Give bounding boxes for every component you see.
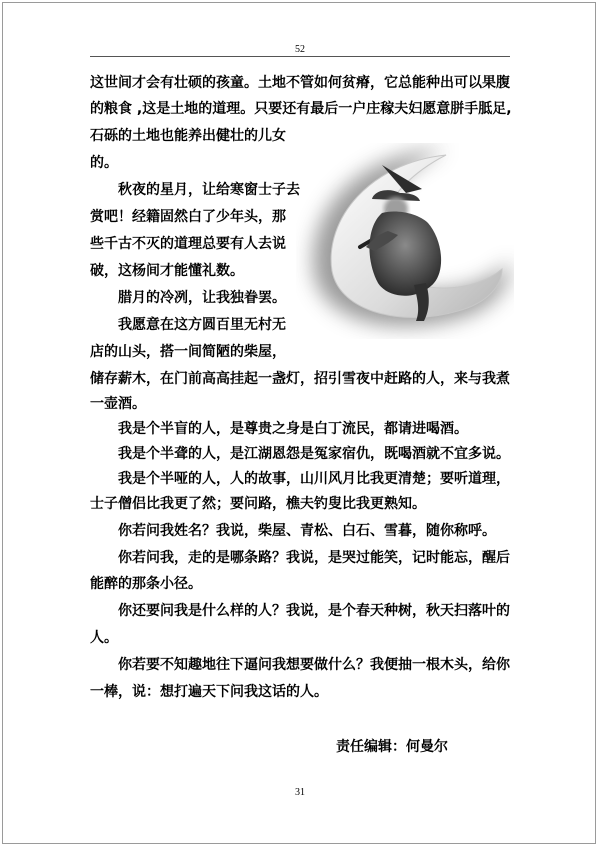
text-line-7: 些千古不灭的道理总要有人去说 (90, 236, 286, 252)
text-line-22: 人。 (90, 630, 118, 646)
header-page-number: 52 (295, 44, 305, 55)
text-line-5: 秋夜的星月，让给寒窗士子去 (118, 182, 300, 198)
text-line-19: 你若问我，走的是哪条路？我说，是哭过能笑，记时能忘，醒后 (118, 550, 510, 566)
text-line-4: 的。 (90, 155, 118, 171)
crescent-moon-wizard-illustration (296, 143, 514, 339)
text-line-2: 的粮食 ,这是土地的道理。只要还有最后一户庄稼夫妇愿意胼手胝足, (90, 101, 512, 117)
text-line-13: 一壶酒。 (90, 396, 146, 412)
text-line-3: 石砾的土地也能养出健壮的儿女 (90, 128, 286, 144)
header-rule (90, 56, 510, 57)
text-line-21: 你还要问我是什么样的人？我说，是个春天种树，秋天扫落叶的 (118, 603, 510, 619)
text-line-14: 我是个半盲的人，是尊贵之身是白丁流民，都请进喝酒。 (118, 421, 468, 437)
text-line-24: 一棒，说：想打遍天下问我这话的人。 (90, 684, 328, 700)
text-line-15: 我是个半聋的人，是江湖恩怨是冤家宿仇，既喝酒就不宜多说。 (118, 446, 510, 462)
text-line-16: 我是个半哑的人，人的故事，山川风月比我更清楚；要听道理， (118, 471, 510, 487)
text-line-6: 赏吧！经籍固然白了少年头，那 (90, 209, 286, 225)
text-line-18: 你若问我姓名？我说，柴屋、青松、白石、雪暮，随你称呼。 (118, 523, 496, 539)
text-line-23: 你若要不知趣地往下逼问我想要做什么？我便抽一根木头，给你 (118, 657, 510, 673)
text-line-8: 破，这杨间才能懂礼数。 (90, 263, 244, 279)
text-line-20: 能醉的那条小径。 (90, 576, 202, 592)
footer-page-number: 31 (295, 787, 305, 798)
text-line-9: 腊月的冷冽，让我独眷罢。 (118, 290, 286, 306)
text-line-12: 储存薪木，在门前高高挂起一盏灯，招引雪夜中赶路的人，来与我煮 (90, 371, 510, 387)
text-line-11: 店的山头，搭一间简陋的柴屋， (90, 344, 286, 360)
text-line-17: 士子僧侣比我更了然；要问路，樵夫钓叟比我更熟知。 (90, 496, 426, 512)
editor-credit: 责任编辑：何曼尔 (336, 739, 448, 755)
text-line-10: 我愿意在这方圆百里无村无 (118, 317, 286, 333)
text-line-1: 这世间才会有壮硕的孩童。土地不管如何贫瘠，它总能种出可以果腹 (90, 75, 510, 91)
